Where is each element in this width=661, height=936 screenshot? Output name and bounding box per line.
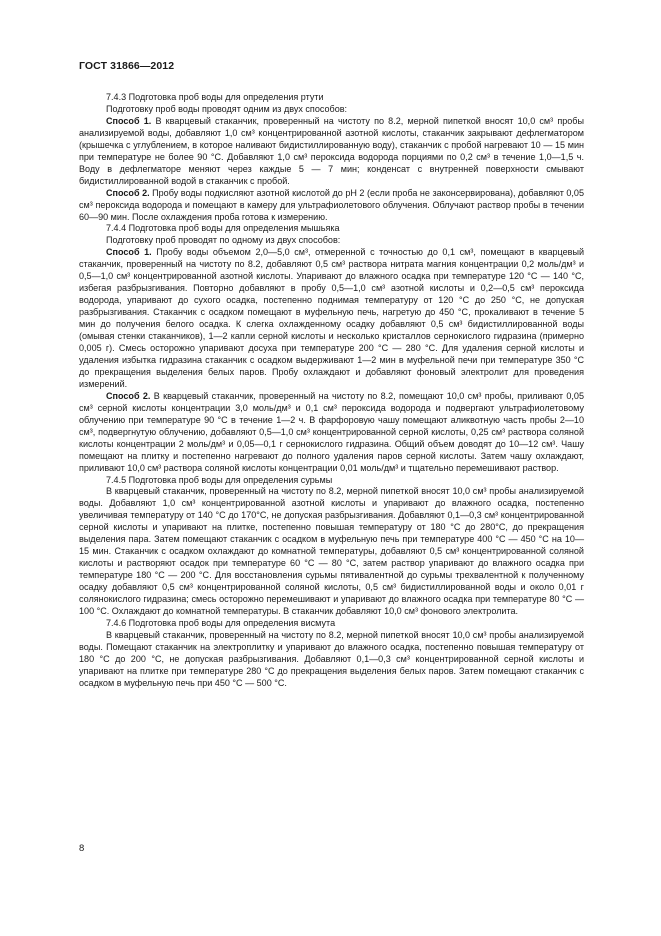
document-body (79, 92, 584, 690)
method-label: Способ 2. (106, 187, 150, 198)
paragraph (79, 116, 584, 188)
paragraph (79, 235, 584, 247)
method-label: Способ 1. (106, 247, 152, 258)
paragraph-text: 7.4.4 Подготовка проб воды для определения мышьяка (106, 223, 340, 234)
paragraph-text: Подготовку проб проводят по одному из двух способов: (106, 235, 341, 246)
paragraph-text: 7.4.5 Подготовка проб воды для определения сурьмы (106, 474, 333, 485)
method-label: Способ 1. (106, 115, 152, 126)
paragraph-text: В кварцевый стаканчик, проверенный на чистоту по 8.2, мерной пипеткой вносят 10,0 см³ пробы анализируемой воды. Помещают стаканчик на электроплитку и упаривают до влажного осадка, постепенно повышая температуру от 180 °С до 200 °С, не допуская разбрызгивания. Добавляют 0,1—0,3 см³ концентрированной серной кислоты и упаривают на плитке при температуре 280 °С до прекращения выделения белых паров. Затем помещают стаканчик с осадком в муфельную печь при 450 °С — 500 °С. (79, 629, 584, 688)
paragraph-text: 7.4.3 Подготовка проб воды для определения ртути (106, 92, 324, 102)
paragraph-text: Пробу воды подкисляют азотной кислотой до рН 2 (если проба не законсервирована), добавляют 0,05 см³ пероксида водорода и помещают в камеру для ультрафиолетового облучения. Облучают раствор пробы в течении 60—90 мин. После охлаждения проба готова к измерению. (79, 187, 584, 222)
standard-header: ГОСТ 31866—2012 (79, 60, 175, 72)
paragraph-text: В кварцевый стаканчик, проверенный на чистоту по 8.2, мерной пипеткой вносят 10,0 см³ пробы анализируемой воды, добавляют 1,0 см³ концентрированной азотной кислоты, стаканчик закрывают дефлегматором (крышечка с углублением, в которое наливают бидистиллированную воду), стаканчик с пробой нагревают 10 — 15 мин при температуре не более 90 °С. Добавляют 1,0 см³ пероксида водорода порциями по 0,2 см³ в течение 1,0—1,5 ч. Воду в дефлегматоре меняют через каждые 5 — 7 мин; конденсат с внутренней поверхности смывают бидистиллированной водой в стаканчик с пробой. (79, 115, 584, 186)
subsection-heading (79, 92, 584, 104)
paragraph (79, 630, 584, 690)
subsection-heading (79, 475, 584, 487)
subsection-heading (79, 223, 584, 235)
page-number: 8 (79, 843, 85, 854)
paragraph (79, 104, 584, 116)
paragraph-text: В кварцевый стаканчик, проверенный на чистоту по 8.2, мерной пипеткой вносят 10,0 см³ пробы анализируемой воды. Добавляют 1,0 см³ концентрированной азотной кислоты и упаривают до влажного осадка, постепенно увеличивая температуру от 140 °С до 170°С, не допуская разбрызгивания. Добавляют 0,1—0,3 см³ концентрированной серной кислоты и упаривают на плитке, постепенно повышая температуру от 180 °С до 280°С, до прекращения выделения пара. Затем помещают стаканчик с осадком в муфельную печь при температуре 400 °С — 450 °С на 10—15 мин. Стаканчик с осадком охлаждают до комнатной температуры, добавляют 0,5 см³ концентрированной соляной кислоты и растворяют осадок при температуре 60 °С — 80 °С, затем раствор упаривают до влажного осадка при температуре 180 °С — 200 °С. Для восстановления сурьмы пятивалентной до сурьмы трехвалентной к полученному осадку добавляют 0,5 см³ концентрированной соляной кислоты, 0,5 см³ бидистиллированной воды и около 0,01 г солянокислого гидразина; смесь осторожно перемешивают и упаривают до влажного осадка при температуре 80 °С — 100 °С. Охлаждают до комнатной температуры. В стаканчик добавляют 10,0 см³ фонового электролита. (79, 486, 584, 616)
paragraph-text: В кварцевый стаканчик, проверенный на чистоту по 8.2, помещают 10,0 см³ пробы, приливают 0,05 см³ серной кислоты концентрации 3,0 моль/дм³ и 0,1 см³ пероксида водорода и подвергают ультрафиолетовому облучению при температуре 90 °С в течение 1—2 ч. В фарфоровую чашу помещают аликвотную часть пробы 2—10 см³, подвергнутую облучению, добавляют 0,5—1,0 см³ концентрированной серной кислоты, 0,25 см³ раствора соляной кислоты концентрации 2 моль/дм³ и 0,05—0,1 г сернокислого гидразина. Общий объем доводят до 10—12 см³. Чашу помещают на плитку и постепенно нагревают до полного удаления паров серной кислоты. Затем чашу охлаждают, приливают 10,0 см³ раствора соляной кислоты концентрации 0,01 моль/дм³ и тщательно перемешивают раствор. (79, 390, 584, 473)
paragraph-text: Подготовку проб воды проводят одним из двух способов: (106, 103, 348, 114)
paragraph-text: 7.4.6 Подготовка проб воды для определения висмута (106, 617, 336, 628)
method-label: Способ 2. (106, 390, 151, 401)
paragraph (79, 247, 584, 390)
paragraph (79, 188, 584, 224)
paragraph (79, 391, 584, 475)
paragraph (79, 486, 584, 617)
subsection-heading (79, 618, 584, 630)
paragraph-text: Пробу воды объемом 2,0—5,0 см³, отмеренной с точностью до 0,1 см³, помещают в кварцевый стаканчик, проверенный на чистоту по 8.2, добавляют 0,5 см³ раствора нитрата магния концентрации 0,2 моль/дм³ и 0,5—1,0 см³ концентрированной азотной кислоты. Упаривают до влажного осадка при температуре 120 °С — 140 °С, избегая разбрызгивания. Повторно добавляют в пробу 0,5—1,0 см³ азотной кислоты и 0,2—0,5 см³ пероксида водорода, упаривают до сухого осадка, постепенно поднимая температуру от 120 °С до 250 °С, не допуская разбрызгивания. Стаканчик с осадком помещают в муфельную печь, нагретую до 450 °С, прокаливают в течение 5 мин до получения белого осадка. К слегка охлажденному осадку добавляют 0,5 см³ бидистиллированной воды (омывая стенки стаканчиков), 1—2 капли серной кислоты и несколько кристаллов сернокислого гидразина (примерно 0,005 г). Смесь осторожно упаривают досуха при температуре 200 °С — 280 °С. Для удаления серной кислоты и удаления избытка гидразина стаканчик с осадком выдерживают 1—2 мин в муфельной печи при температуре 350 °С до прекращения выделения белых паров. Пробу охлаждают и добавляют фоновый электролит для проведения измерений. (79, 247, 585, 389)
